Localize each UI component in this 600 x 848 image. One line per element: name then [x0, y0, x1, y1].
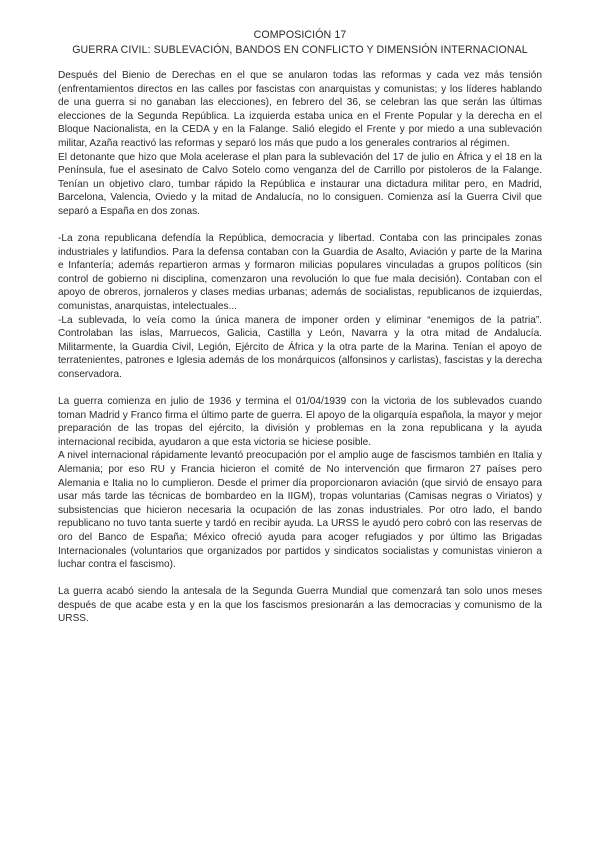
paragraph: -La zona republicana defendía la República, democracia y libertad. Contaba con las principales zonas industriales y latifundios. Para la defensa contaban con la Guardia de Asalto, Aviación y parte de la Marina e Infantería; además repartieron armas y formaron milicias populares vinculadas a grupos políticos (sin control de gobierno ni disciplina, comenzaron una revolución lo que fue mala decisión). Contaban con el apoyo de obreros, jornaleros y clases medias urbanas; además de socialistas, republicanos de izquierdas, comunistas, anarquistas, intelectuales...	[58, 233, 542, 312]
section-development	[58, 395, 542, 572]
composition-topic: GUERRA CIVIL: SUBLEVACIÓN, BANDOS EN CONFLICTO Y DIMENSIÓN INTERNACIONAL	[72, 44, 528, 56]
document-title	[58, 28, 542, 58]
paragraph: Después del Bienio de Derechas en el que se anularon todas las reformas y cada vez más tensión (enfrentamientos directos en las calles por fascistas con anarquistas y comunistas; y los líderes hablando de una guerra si no ganaban las elecciones), en febrero del 36, se celebran las que serán las últimas elecciones de la Segunda República. La izquierda estaba unica en el Frente Popular y la derecha en el Bloque Nacionalista, en la CEDA y en la Falange. Salió elegido el Frente y por miedo a una sublevación militar, Azaña reactivó las reformas y separó los más que pudo a los generales contrarios al régimen.	[58, 70, 542, 149]
paragraph: La guerra comienza en julio de 1936 y termina el 01/04/1939 con la victoria de los sublevados cuando toman Madrid y Franco firma el último parte de guerra. El apoyo de la oligarquía española, la mayor y mejor preparación de las tropas del ejército, la división y problemas en la zona republicana y la ayuda internacional recibida, ayudaron a que esta victoria se hiciese posible.	[58, 396, 542, 448]
document-body	[58, 69, 542, 626]
section-conclusion	[58, 585, 542, 626]
composition-number: COMPOSICIÓN 17	[253, 29, 347, 41]
paragraph: A nivel internacional rápidamente levantó preocupación por el amplio auge de fascismos también en Italia y Alemania; por eso RU y Francia hicieron el comité de No intervención que firmaron 27 países pero Alemania e Italia no lo cumplieron. Desde el primer día proporcionaron aviación (que sirvió de ensayo para usar más tarde las técnicas de bombardeo en la IIGM), tropas voluntarias (Camisas negras o Viriatos) y subsistencias que hicieron necesaria la ocupación de las zonas industriales. Por otro lado, el bando republicano no tuvo tanta suerte y tardó en recibir ayuda. La URSS le ayudó pero cobró con las reservas de oro del Banco de España; México ofreció ayuda para acoger refugiados y por último las Brigadas Internacionales (voluntarios que organizados por partidos y sindicatos socialistas y comunistas vinieron a luchar contra el fascismo).	[58, 450, 542, 571]
paragraph: -La sublevada, lo veía como la única manera de imponer orden y eliminar “enemigos de la patria”. Controlaban las islas, Marruecos, Galicia, Castilla y León, Navarra y la otra mitad de Andalucía. Militarmente, la Guardia Civil, Legión, Ejército de África y la otra parte de la Marina. Tenían el apoyo de terratenientes, patrones e Iglesia además de los monárquicos (alfonsinos y carlistas), fascistas y la derecha conservadora.	[58, 314, 542, 380]
section-sides	[58, 232, 542, 382]
paragraph: La guerra acabó siendo la antesala de la Segunda Guerra Mundial que comenzará tan solo unos meses después de que acabe esta y en la que los fascismos presionarán a las democracias y comunismo de la URSS.	[58, 586, 542, 625]
document-page	[58, 28, 542, 640]
section-background	[58, 69, 542, 219]
paragraph: El detonante que hizo que Mola acelerase el plan para la sublevación del 17 de julio en África y el 18 en la Península, fue el asesinato de Calvo Sotelo como venganza del de Carrillo por pistoleros de la Falange. Tenían un objetivo claro, tumbar rápido la República e instaurar una dictadura militar pero, en Madrid, Barcelona, Valencia, Oviedo y la mitad de Andalucía, no lo consiguen. Comienza así la Guerra Civil que separó a España en dos zonas.	[58, 151, 542, 217]
